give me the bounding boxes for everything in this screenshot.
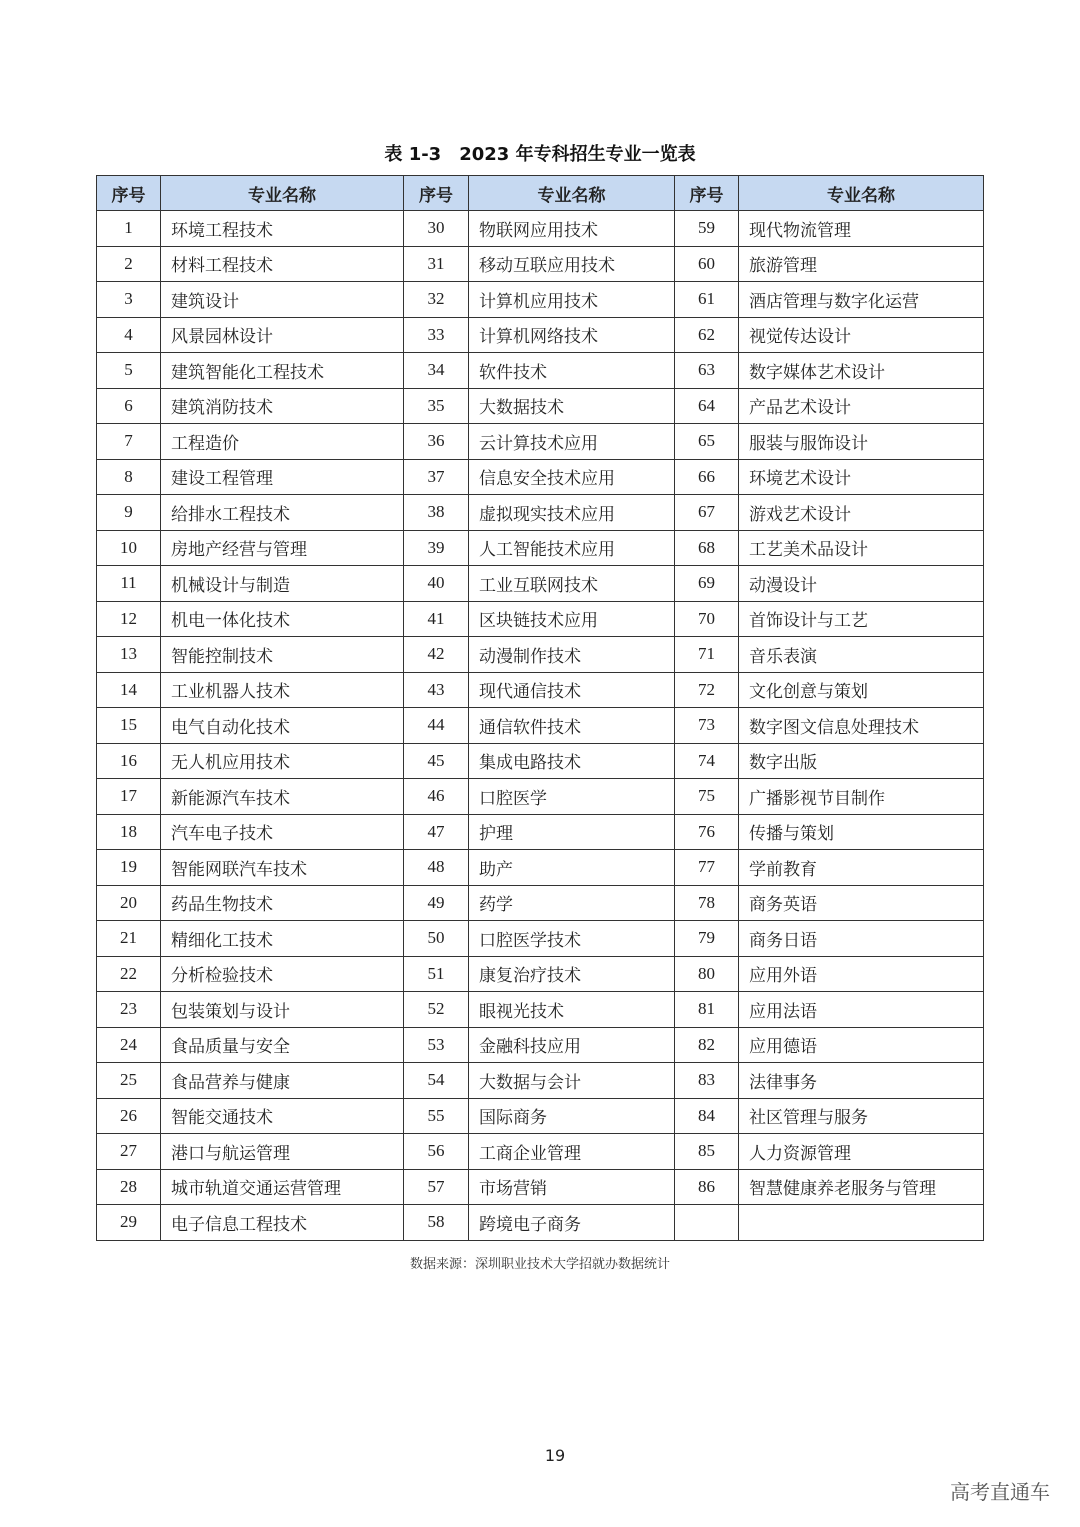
major-name-cell: 人力资源管理 xyxy=(739,1134,984,1170)
major-name-cell: 跨境电子商务 xyxy=(469,1205,675,1241)
seq-cell: 3 xyxy=(97,282,161,318)
major-name-cell: 环境艺术设计 xyxy=(739,459,984,495)
seq-cell: 38 xyxy=(404,495,469,531)
table-row xyxy=(97,601,984,637)
seq-cell: 30 xyxy=(404,211,469,247)
major-name-cell: 数字出版 xyxy=(739,743,984,779)
table-row xyxy=(97,388,984,424)
header-seq: 序号 xyxy=(97,176,161,211)
seq-cell: 27 xyxy=(97,1134,161,1170)
major-name-cell: 物联网应用技术 xyxy=(469,211,675,247)
seq-cell: 53 xyxy=(404,1027,469,1063)
table-row xyxy=(97,211,984,247)
seq-cell: 54 xyxy=(404,1063,469,1099)
major-name-cell: 港口与航运管理 xyxy=(161,1134,404,1170)
seq-cell: 21 xyxy=(97,921,161,957)
table-row xyxy=(97,850,984,886)
header-name: 专业名称 xyxy=(469,176,675,211)
major-name-cell: 工业机器人技术 xyxy=(161,672,404,708)
seq-cell: 29 xyxy=(97,1205,161,1241)
seq-cell: 73 xyxy=(675,708,739,744)
seq-cell: 59 xyxy=(675,211,739,247)
major-name-cell: 房地产经营与管理 xyxy=(161,530,404,566)
seq-cell: 37 xyxy=(404,459,469,495)
seq-cell: 13 xyxy=(97,637,161,673)
seq-cell: 31 xyxy=(404,246,469,282)
seq-cell: 47 xyxy=(404,814,469,850)
seq-cell: 79 xyxy=(675,921,739,957)
major-name-cell: 护理 xyxy=(469,814,675,850)
major-name-cell: 分析检验技术 xyxy=(161,956,404,992)
major-name-cell: 视觉传达设计 xyxy=(739,317,984,353)
seq-cell: 66 xyxy=(675,459,739,495)
major-name-cell: 康复治疗技术 xyxy=(469,956,675,992)
seq-cell: 74 xyxy=(675,743,739,779)
seq-cell: 36 xyxy=(404,424,469,460)
major-name-cell: 旅游管理 xyxy=(739,246,984,282)
major-name-cell: 数字图文信息处理技术 xyxy=(739,708,984,744)
major-name-cell: 药品生物技术 xyxy=(161,885,404,921)
watermark: 高考直通车 xyxy=(950,1480,1050,1504)
seq-cell: 48 xyxy=(404,850,469,886)
table-row xyxy=(97,637,984,673)
seq-cell: 72 xyxy=(675,672,739,708)
major-name-cell: 建筑消防技术 xyxy=(161,388,404,424)
major-name-cell: 传播与策划 xyxy=(739,814,984,850)
major-name-cell: 信息安全技术应用 xyxy=(469,459,675,495)
major-name-cell: 环境工程技术 xyxy=(161,211,404,247)
major-name-cell: 汽车电子技术 xyxy=(161,814,404,850)
seq-cell: 60 xyxy=(675,246,739,282)
seq-cell: 19 xyxy=(97,850,161,886)
seq-cell: 85 xyxy=(675,1134,739,1170)
major-name-cell: 音乐表演 xyxy=(739,637,984,673)
table-row xyxy=(97,353,984,389)
seq-cell: 83 xyxy=(675,1063,739,1099)
major-name-cell: 风景园林设计 xyxy=(161,317,404,353)
major-name-cell: 通信软件技术 xyxy=(469,708,675,744)
header-seq: 序号 xyxy=(675,176,739,211)
seq-cell: 82 xyxy=(675,1027,739,1063)
seq-cell: 43 xyxy=(404,672,469,708)
major-name-cell: 区块链技术应用 xyxy=(469,601,675,637)
seq-cell: 34 xyxy=(404,353,469,389)
major-name-cell: 大数据技术 xyxy=(469,388,675,424)
seq-cell: 26 xyxy=(97,1098,161,1134)
header-seq: 序号 xyxy=(404,176,469,211)
major-name-cell: 材料工程技术 xyxy=(161,246,404,282)
table-row xyxy=(97,708,984,744)
major-name-cell: 给排水工程技术 xyxy=(161,495,404,531)
table-row xyxy=(97,743,984,779)
major-name-cell: 现代通信技术 xyxy=(469,672,675,708)
table-row xyxy=(97,1205,984,1241)
table-row xyxy=(97,1169,984,1205)
major-name-cell: 电气自动化技术 xyxy=(161,708,404,744)
major-name-cell: 工程造价 xyxy=(161,424,404,460)
major-name-cell: 城市轨道交通运营管理 xyxy=(161,1169,404,1205)
table-row xyxy=(97,566,984,602)
seq-cell: 32 xyxy=(404,282,469,318)
table-row xyxy=(97,814,984,850)
major-name-cell: 智能控制技术 xyxy=(161,637,404,673)
seq-cell: 56 xyxy=(404,1134,469,1170)
table-header-row xyxy=(97,176,984,211)
seq-cell: 70 xyxy=(675,601,739,637)
seq-cell: 40 xyxy=(404,566,469,602)
major-name-cell: 现代物流管理 xyxy=(739,211,984,247)
major-name-cell: 眼视光技术 xyxy=(469,992,675,1028)
major-name-cell: 智慧健康养老服务与管理 xyxy=(739,1169,984,1205)
seq-cell: 69 xyxy=(675,566,739,602)
major-name-cell: 建设工程管理 xyxy=(161,459,404,495)
seq-cell: 58 xyxy=(404,1205,469,1241)
seq-cell: 39 xyxy=(404,530,469,566)
major-name-cell: 学前教育 xyxy=(739,850,984,886)
seq-cell xyxy=(675,1205,739,1241)
table-row xyxy=(97,672,984,708)
seq-cell: 67 xyxy=(675,495,739,531)
header-name: 专业名称 xyxy=(739,176,984,211)
major-name-cell: 电子信息工程技术 xyxy=(161,1205,404,1241)
major-name-cell: 建筑设计 xyxy=(161,282,404,318)
major-name-cell: 应用外语 xyxy=(739,956,984,992)
major-name-cell: 新能源汽车技术 xyxy=(161,779,404,815)
seq-cell: 15 xyxy=(97,708,161,744)
seq-cell: 5 xyxy=(97,353,161,389)
major-name-cell: 文化创意与策划 xyxy=(739,672,984,708)
major-name-cell: 机械设计与制造 xyxy=(161,566,404,602)
seq-cell: 7 xyxy=(97,424,161,460)
table-row xyxy=(97,1098,984,1134)
seq-cell: 71 xyxy=(675,637,739,673)
table-body xyxy=(97,211,984,1241)
major-name-cell: 精细化工技术 xyxy=(161,921,404,957)
seq-cell: 24 xyxy=(97,1027,161,1063)
seq-cell: 51 xyxy=(404,956,469,992)
seq-cell: 61 xyxy=(675,282,739,318)
seq-cell: 76 xyxy=(675,814,739,850)
table-row xyxy=(97,956,984,992)
seq-cell: 23 xyxy=(97,992,161,1028)
table-row xyxy=(97,424,984,460)
major-name-cell: 移动互联应用技术 xyxy=(469,246,675,282)
seq-cell: 6 xyxy=(97,388,161,424)
major-name-cell: 口腔医学技术 xyxy=(469,921,675,957)
seq-cell: 14 xyxy=(97,672,161,708)
table-row xyxy=(97,459,984,495)
seq-cell: 10 xyxy=(97,530,161,566)
seq-cell: 44 xyxy=(404,708,469,744)
major-name-cell: 数字媒体艺术设计 xyxy=(739,353,984,389)
major-name-cell: 游戏艺术设计 xyxy=(739,495,984,531)
major-name-cell: 首饰设计与工艺 xyxy=(739,601,984,637)
seq-cell: 77 xyxy=(675,850,739,886)
seq-cell: 86 xyxy=(675,1169,739,1205)
major-name-cell: 包装策划与设计 xyxy=(161,992,404,1028)
major-name-cell: 社区管理与服务 xyxy=(739,1098,984,1134)
seq-cell: 2 xyxy=(97,246,161,282)
table-row xyxy=(97,885,984,921)
seq-cell: 42 xyxy=(404,637,469,673)
table-row xyxy=(97,1027,984,1063)
major-name-cell: 动漫设计 xyxy=(739,566,984,602)
seq-cell: 68 xyxy=(675,530,739,566)
major-name-cell: 工业互联网技术 xyxy=(469,566,675,602)
seq-cell: 25 xyxy=(97,1063,161,1099)
majors-table xyxy=(96,175,984,1241)
major-name-cell: 机电一体化技术 xyxy=(161,601,404,637)
table-row xyxy=(97,1063,984,1099)
major-name-cell: 建筑智能化工程技术 xyxy=(161,353,404,389)
seq-cell: 57 xyxy=(404,1169,469,1205)
major-name-cell: 计算机应用技术 xyxy=(469,282,675,318)
seq-cell: 81 xyxy=(675,992,739,1028)
major-name-cell: 集成电路技术 xyxy=(469,743,675,779)
seq-cell: 18 xyxy=(97,814,161,850)
seq-cell: 1 xyxy=(97,211,161,247)
seq-cell: 65 xyxy=(675,424,739,460)
major-name-cell: 云计算技术应用 xyxy=(469,424,675,460)
major-name-cell: 大数据与会计 xyxy=(469,1063,675,1099)
seq-cell: 63 xyxy=(675,353,739,389)
major-name-cell: 食品质量与安全 xyxy=(161,1027,404,1063)
seq-cell: 78 xyxy=(675,885,739,921)
table-row xyxy=(97,246,984,282)
seq-cell: 84 xyxy=(675,1098,739,1134)
seq-cell: 9 xyxy=(97,495,161,531)
table-row xyxy=(97,495,984,531)
major-name-cell: 服装与服饰设计 xyxy=(739,424,984,460)
major-name-cell: 法律事务 xyxy=(739,1063,984,1099)
seq-cell: 8 xyxy=(97,459,161,495)
seq-cell: 64 xyxy=(675,388,739,424)
seq-cell: 41 xyxy=(404,601,469,637)
seq-cell: 33 xyxy=(404,317,469,353)
major-name-cell: 金融科技应用 xyxy=(469,1027,675,1063)
table-row xyxy=(97,530,984,566)
page-number: 19 xyxy=(544,1446,566,1465)
seq-cell: 45 xyxy=(404,743,469,779)
seq-cell: 17 xyxy=(97,779,161,815)
major-name-cell: 动漫制作技术 xyxy=(469,637,675,673)
seq-cell: 35 xyxy=(404,388,469,424)
table-row xyxy=(97,282,984,318)
table-row xyxy=(97,317,984,353)
major-name-cell: 国际商务 xyxy=(469,1098,675,1134)
seq-cell: 46 xyxy=(404,779,469,815)
major-name-cell: 酒店管理与数字化运营 xyxy=(739,282,984,318)
seq-cell: 20 xyxy=(97,885,161,921)
table-row xyxy=(97,992,984,1028)
major-name-cell: 计算机网络技术 xyxy=(469,317,675,353)
major-name-cell: 人工智能技术应用 xyxy=(469,530,675,566)
major-name-cell: 助产 xyxy=(469,850,675,886)
seq-cell: 52 xyxy=(404,992,469,1028)
major-name-cell: 口腔医学 xyxy=(469,779,675,815)
seq-cell: 28 xyxy=(97,1169,161,1205)
seq-cell: 55 xyxy=(404,1098,469,1134)
seq-cell: 16 xyxy=(97,743,161,779)
major-name-cell: 商务英语 xyxy=(739,885,984,921)
major-name-cell: 应用德语 xyxy=(739,1027,984,1063)
major-name-cell: 应用法语 xyxy=(739,992,984,1028)
data-source-note: 数据来源：深圳职业技术大学招就办数据统计 xyxy=(409,1257,670,1272)
major-name-cell: 产品艺术设计 xyxy=(739,388,984,424)
seq-cell: 49 xyxy=(404,885,469,921)
major-name-cell: 商务日语 xyxy=(739,921,984,957)
seq-cell: 50 xyxy=(404,921,469,957)
seq-cell: 22 xyxy=(97,956,161,992)
header-name: 专业名称 xyxy=(161,176,404,211)
major-name-cell xyxy=(739,1205,984,1241)
major-name-cell: 工艺美术品设计 xyxy=(739,530,984,566)
major-name-cell: 药学 xyxy=(469,885,675,921)
major-name-cell: 虚拟现实技术应用 xyxy=(469,495,675,531)
seq-cell: 62 xyxy=(675,317,739,353)
seq-cell: 4 xyxy=(97,317,161,353)
table-row xyxy=(97,921,984,957)
seq-cell: 11 xyxy=(97,566,161,602)
seq-cell: 80 xyxy=(675,956,739,992)
seq-cell: 75 xyxy=(675,779,739,815)
table-row xyxy=(97,1134,984,1170)
seq-cell: 12 xyxy=(97,601,161,637)
major-name-cell: 智能交通技术 xyxy=(161,1098,404,1134)
major-name-cell: 工商企业管理 xyxy=(469,1134,675,1170)
table-title: 表 1-3 2023 年专科招生专业一览表 xyxy=(384,144,696,165)
major-name-cell: 智能网联汽车技术 xyxy=(161,850,404,886)
table-row xyxy=(97,779,984,815)
major-name-cell: 市场营销 xyxy=(469,1169,675,1205)
major-name-cell: 食品营养与健康 xyxy=(161,1063,404,1099)
major-name-cell: 无人机应用技术 xyxy=(161,743,404,779)
major-name-cell: 广播影视节目制作 xyxy=(739,779,984,815)
major-name-cell: 软件技术 xyxy=(469,353,675,389)
